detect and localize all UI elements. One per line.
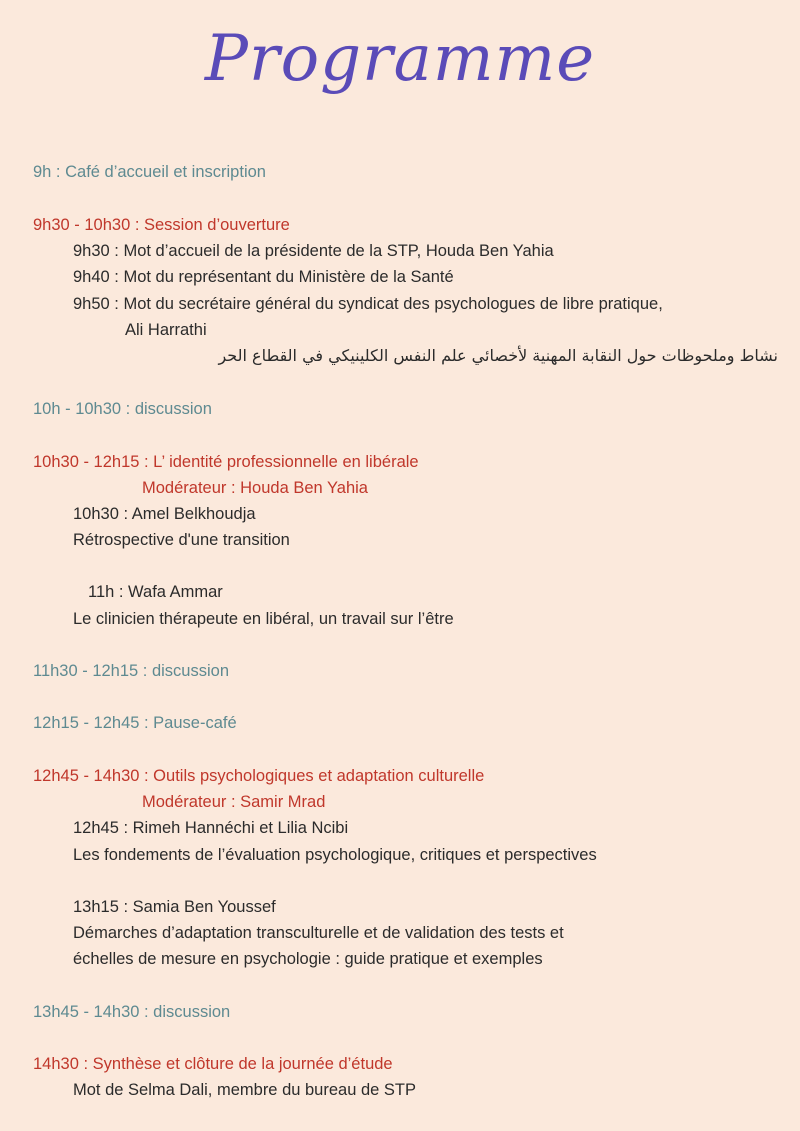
arabic-topic-line: نشاط وملحوظات حول النقابة المهنية لأخصائي علم النفس الكلينيكي في القطاع الحر — [218, 346, 778, 365]
tools-moderator: Modérateur : Samir Mrad — [142, 793, 326, 811]
talk-amel-speaker: 10h30 : Amel Belkhoudja — [73, 505, 256, 523]
talk-samia-title-2: échelles de mesure en psychologie : guide pratique et exemples — [73, 950, 543, 968]
closing-speaker-line: Mot de Selma Dali, membre du bureau de STP — [73, 1081, 416, 1099]
opening-welcome-line: 9h30 : Mot d’accueil de la présidente de la STP, Houda Ben Yahia — [73, 242, 554, 260]
talk-rimeh-speakers: 12h45 : Rimeh Hannéchi et Lilia Ncibi — [73, 819, 349, 837]
opening-session-heading: 9h30 - 10h30 : Session d’ouverture — [33, 216, 290, 234]
identity-session-heading: 10h30 - 12h15 : L’ identité professionnelle en libérale — [33, 453, 419, 471]
closing-heading: 14h30 : Synthèse et clôture de la journée d’étude — [33, 1055, 393, 1073]
talk-wafa-speaker: 11h : Wafa Ammar — [88, 583, 223, 601]
welcome-coffee-line: 9h : Café d’accueil et inscription — [33, 163, 266, 181]
discussion-3: 13h45 - 14h30 : discussion — [33, 1003, 231, 1021]
page-title: Programme — [204, 22, 596, 96]
coffee-break: 12h15 - 12h45 : Pause-café — [33, 714, 237, 732]
syndicate-speaker-name: Ali Harrathi — [125, 321, 207, 339]
syndicate-line: 9h50 : Mot du secrétaire général du syndicat des psychologues de libre pratique, — [73, 295, 663, 313]
discussion-2: 11h30 - 12h15 : discussion — [33, 662, 229, 680]
identity-moderator: Modérateur : Houda Ben Yahia — [142, 479, 368, 497]
talk-samia-speaker: 13h15 : Samia Ben Youssef — [73, 898, 276, 916]
talk-amel-title: Rétrospective d'une transition — [73, 531, 290, 549]
tools-session-heading: 12h45 - 14h30 : Outils psychologiques et adaptation culturelle — [33, 767, 485, 785]
talk-rimeh-title: Les fondements de l’évaluation psychologique, critiques et perspectives — [73, 846, 597, 864]
ministry-line: 9h40 : Mot du représentant du Ministère de la Santé — [73, 268, 454, 286]
talk-wafa-title: Le clinicien thérapeute en libéral, un travail sur l’être — [73, 610, 454, 628]
talk-samia-title-1: Démarches d’adaptation transculturelle et de validation des tests et — [73, 924, 564, 942]
discussion-1: 10h - 10h30 : discussion — [33, 400, 212, 418]
